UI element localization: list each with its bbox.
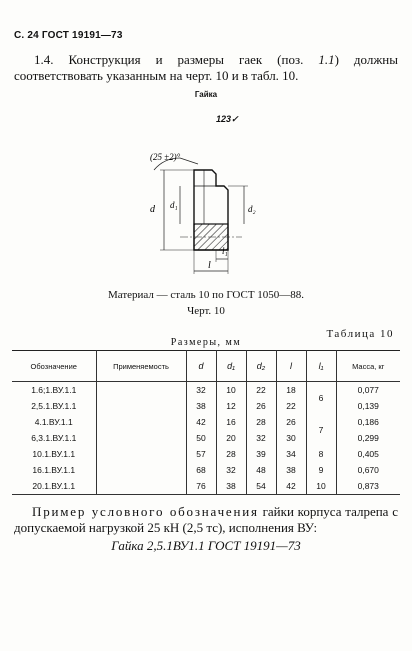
cell-d: 38 [186,398,216,414]
cell-id: 1.6;1.ВУ.1.1 [31,385,77,395]
cell-mass: 0,405 [336,446,400,462]
cell-l: 38 [276,462,306,478]
table-header-row [12,351,400,382]
cell-applicability [96,398,186,414]
cell-d: 57 [186,446,216,462]
cell-d2: 28 [246,414,276,430]
cell-mass: 0,299 [336,430,400,446]
table-row [12,462,400,478]
cell-l1: 6 [306,382,336,415]
cell-d2: 32 [246,430,276,446]
clause-paragraph [14,52,398,84]
dim-l: l [208,260,211,271]
clause-prefix: 1.4. Конструкция и размеры гаек (поз. [34,52,319,67]
dim-d2: d₂ [248,204,256,214]
example-paragraph [14,504,398,536]
dim-l1: l₁ [222,246,228,256]
cell-mass: 0,139 [336,398,400,414]
cell-applicability [96,382,186,399]
col-applicability: Применяемость [96,351,186,382]
page-header: С. 24 ГОСТ 19191—73 [14,30,123,41]
cell-l: 34 [276,446,306,462]
cell-applicability [96,462,186,478]
surface-mark-text: 123 [216,114,232,124]
check-icon: ✓ [231,114,239,124]
cell-applicability [96,478,186,495]
example-designation: Гайка 2,5.1ВУ1.1 ГОСТ 19191—73 [111,538,301,553]
cell-mass: 0,186 [336,414,400,430]
cell-applicability [96,430,186,446]
table-row [12,398,400,414]
cell-mass: 0,670 [336,462,400,478]
cell-l1: 7 [306,414,336,446]
dim-d1: d₁ [170,200,178,210]
clause-ref: 1.1 [318,52,335,67]
cell-l: 26 [276,414,306,430]
dim-d: d [150,204,155,215]
cell-d2: 26 [246,398,276,414]
example-heading: Пример условного обозначения [32,504,259,519]
cell-d1: 20 [216,430,246,446]
col-l1: l₁ [306,351,336,382]
cell-id: 10.1.ВУ.1.1 [32,449,76,459]
cell-mass: 0,873 [336,478,400,495]
col-d: d [186,351,216,382]
col-l: l [276,351,306,382]
cell-l: 22 [276,398,306,414]
cell-d: 68 [186,462,216,478]
col-mass: Масса, кг [336,351,400,382]
cell-id: 16.1.ВУ.1.1 [32,465,76,475]
table-row [12,382,400,399]
drawing-caption: Черт. 10 [187,305,225,317]
cell-d1: 10 [216,382,246,399]
table-row [12,478,400,495]
cell-applicability [96,414,186,430]
cell-l: 18 [276,382,306,399]
table-row [12,414,400,430]
col-d2: d₂ [246,351,276,382]
table-row [12,446,400,462]
cell-l1: 10 [306,478,336,495]
chamfer-label: (25 ±2)° [150,152,181,162]
material-note: Материал — сталь 10 по ГОСТ 1050—88. [107,289,305,301]
clause-suffix: ) должны соответствовать указанным на черт. 10 и в табл. 10. [14,52,398,83]
cell-d: 76 [186,478,216,495]
cell-id: 4.1.ВУ.1.1 [34,417,73,427]
cell-d: 32 [186,382,216,399]
cell-d2: 22 [246,382,276,399]
cell-d: 42 [186,414,216,430]
cell-d1: 32 [216,462,246,478]
cell-id: 6,3.1.ВУ.1.1 [31,433,77,443]
cell-d1: 38 [216,478,246,495]
cell-d: 50 [186,430,216,446]
table-subtitle: Размеры, мм [170,337,242,348]
table-label: Таблица 10 [326,328,394,340]
col-d1: d₁ [216,351,246,382]
cell-d1: 28 [216,446,246,462]
cell-d2: 48 [246,462,276,478]
cell-d2: 54 [246,478,276,495]
cell-l1: 8 [306,446,336,462]
nut-drawing [120,108,270,280]
cell-l: 30 [276,430,306,446]
table-row [12,430,400,446]
figure-title: Гайка [194,90,218,99]
cell-id: 2,5.1.ВУ.1.1 [31,401,77,411]
cell-l1: 9 [306,462,336,478]
cell-id: 20.1.ВУ.1.1 [12,478,96,495]
cell-applicability [96,446,186,462]
cell-l: 42 [276,478,306,495]
example-text: гайки корпуса талрепа с допускаемой нагрузкой 25 кН (2,5 тс), исполнения ВУ: [14,504,398,535]
dimensions-table [12,350,400,495]
cell-mass: 0,077 [336,382,400,399]
col-designation: Обозначение [12,351,96,382]
cell-d1: 12 [216,398,246,414]
cell-d1: 16 [216,414,246,430]
cell-d2: 39 [246,446,276,462]
